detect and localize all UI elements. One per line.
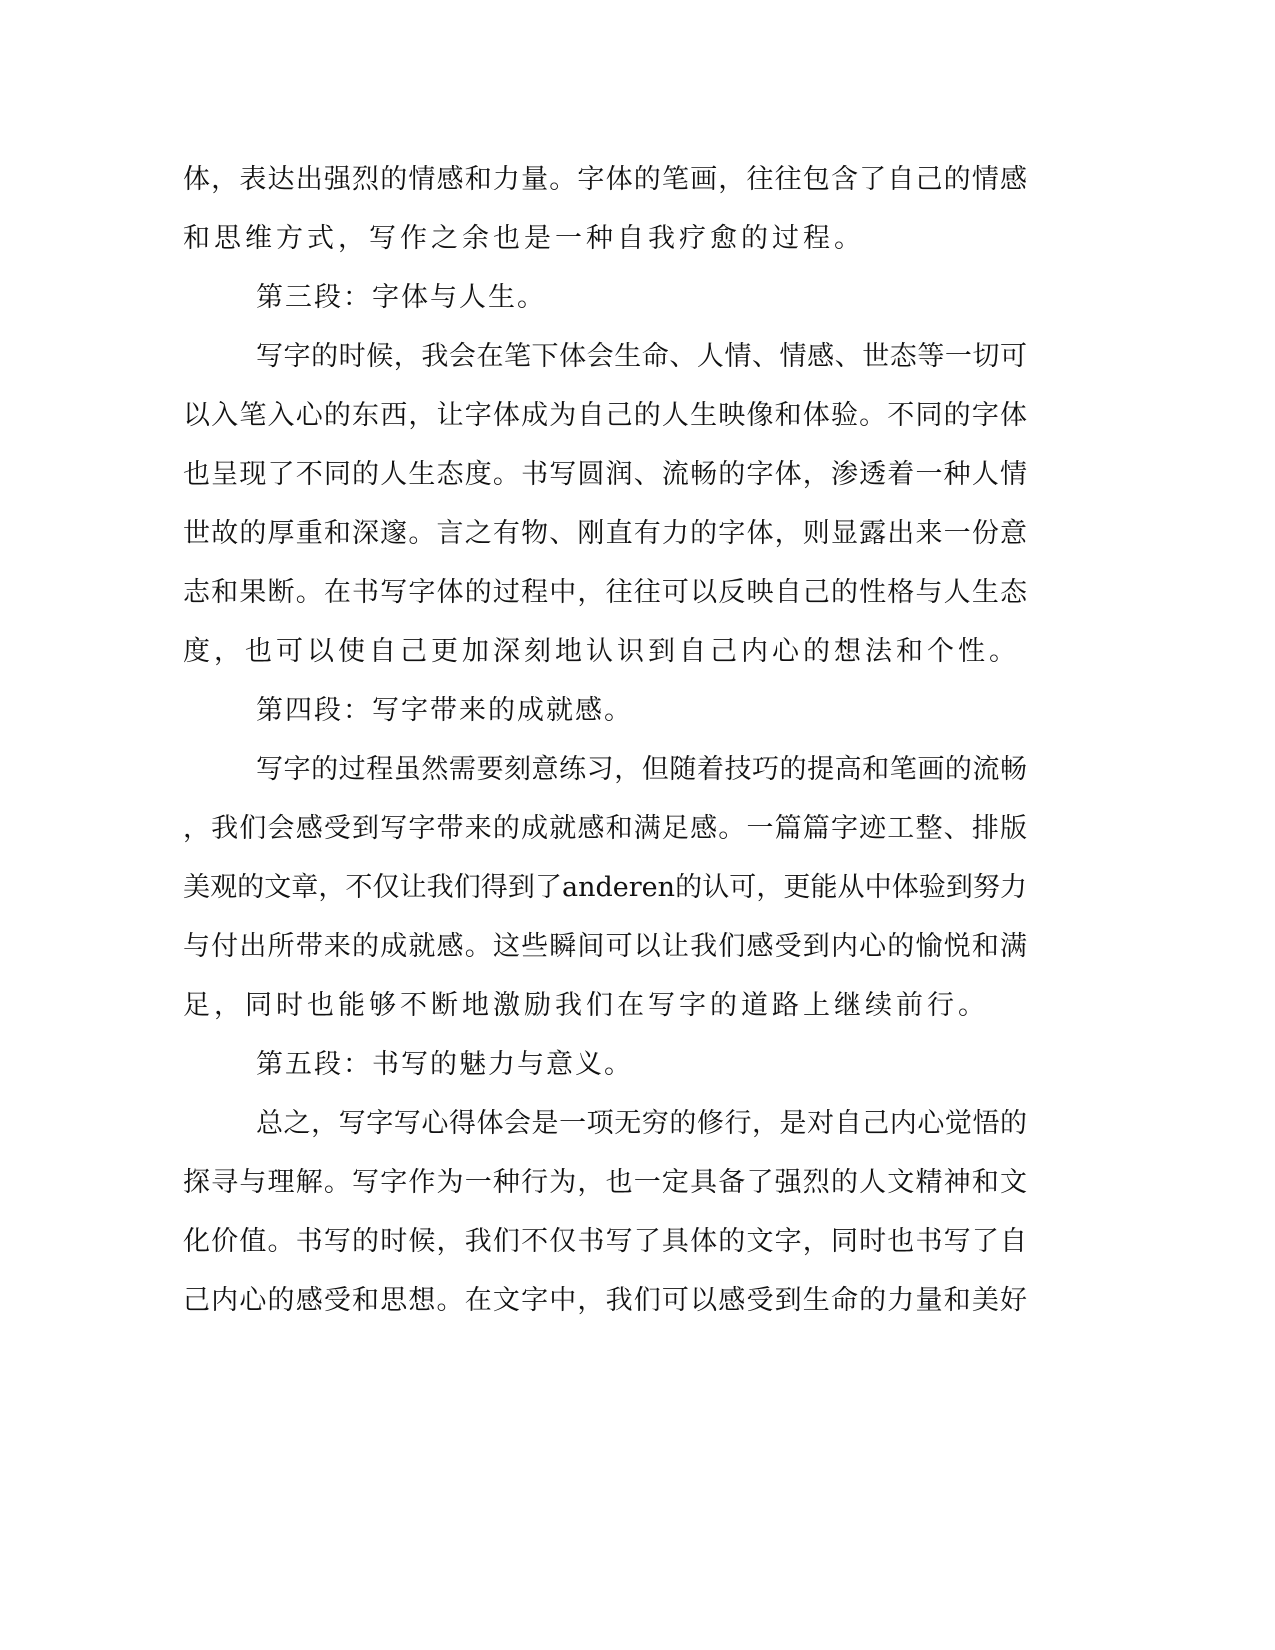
text-line: 探寻与理解。写字作为一种行为，也一定具备了强烈的人文精神和文 <box>183 1167 1027 1198</box>
text-line: 己内心的感受和思想。在文字中，我们可以感受到生命的力量和美好 <box>183 1285 1027 1316</box>
text-line: 世故的厚重和深邃。言之有物、刚直有力的字体，则显露出来一份意 <box>183 518 1027 549</box>
text-line: 志和果断。在书写字体的过程中，往往可以反映自己的性格与人生态 <box>183 577 1027 608</box>
paragraph-first-line: 写字的过程虽然需要刻意练习，但随着技巧的提高和笔画的流畅 <box>256 754 1027 785</box>
text-line: 足，同时也能够不断地激励我们在写字的道路上继续前行。 <box>183 990 989 1021</box>
section-heading: 第三段：字体与人生。 <box>256 282 546 313</box>
paragraph-first-line: 写字的时候，我会在笔下体会生命、人情、情感、世态等一切可 <box>256 341 1027 372</box>
text-line: 度，也可以使自己更加深刻地认识到自己内心的想法和个性。 <box>183 636 1020 667</box>
paragraph-first-line: 总之，写字写心得体会是一项无穷的修行，是对自己内心觉悟的 <box>256 1108 1027 1139</box>
text-line: 也呈现了不同的人生态度。书写圆润、流畅的字体，渗透着一种人情 <box>183 459 1027 490</box>
text-line: ，我们会感受到写字带来的成就感和满足感。一篇篇字迹工整、排版 <box>183 813 1027 844</box>
text-line: 化价值。书写的时候，我们不仅书写了具体的文字，同时也书写了自 <box>183 1226 1027 1257</box>
text-line: 与付出所带来的成就感。这些瞬间可以让我们感受到内心的愉悦和满 <box>183 931 1027 962</box>
text-line: 美观的文章，不仅让我们得到了anderen的认可，更能从中体验到努力 <box>183 872 1027 903</box>
text-line: 和思维方式，写作之余也是一种自我疗愈的过程。 <box>183 223 865 254</box>
section-heading: 第五段：书写的魅力与意义。 <box>256 1049 633 1080</box>
text-line: 体，表达出强烈的情感和力量。字体的笔画，往往包含了自己的情感 <box>183 164 1027 195</box>
section-heading: 第四段：写字带来的成就感。 <box>256 695 633 726</box>
text-line: 以入笔入心的东西，让字体成为自己的人生映像和体验。不同的字体 <box>183 400 1027 431</box>
